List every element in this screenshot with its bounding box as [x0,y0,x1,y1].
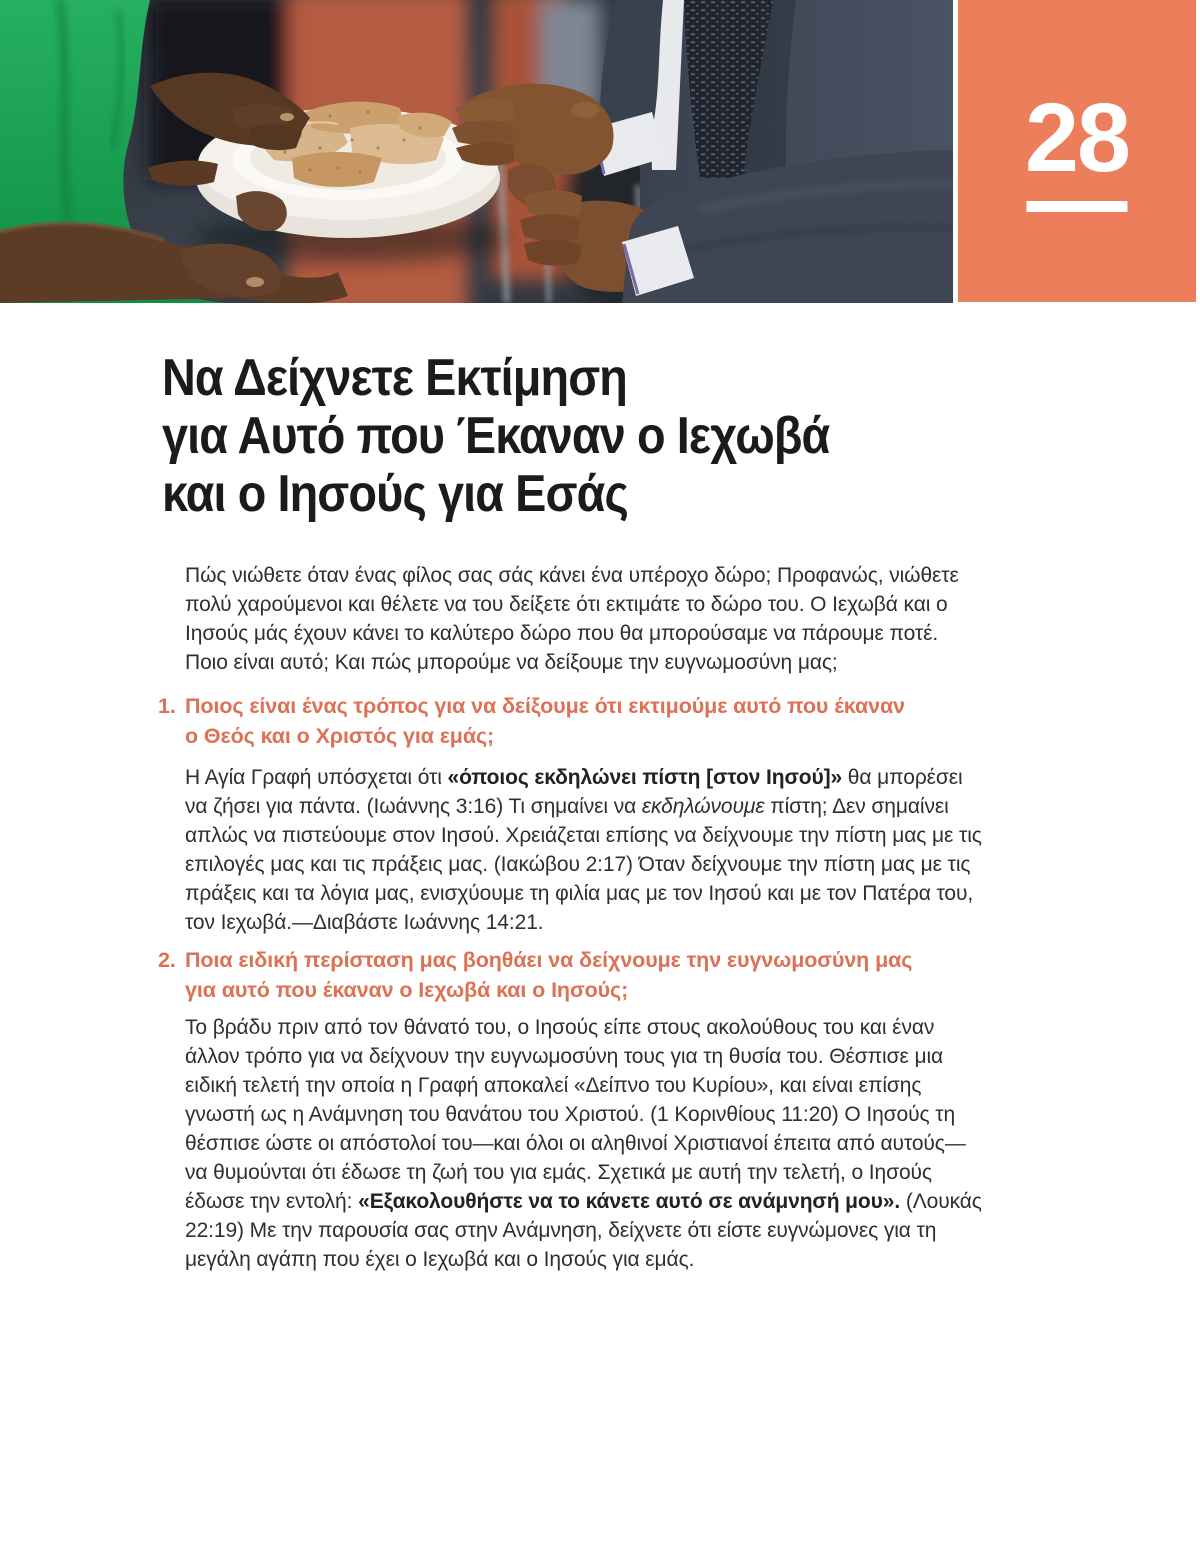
study-question-1 [158,691,1018,751]
intro-paragraph: Πώς νιώθετε όταν ένας φίλος σας σάς κάνει ένα υπέροχο δώρο; Προφανώς, νιώθετε πολύ χαρούμενοι και θέλετε να του δείξετε ότι εκτιμάτε το δώρο του. Ο Ιεχωβά και ο Ιησούς μάς έχουν κάνει το καλύτερο δώρο που θα μπορούσαμε να πάρουμε ποτέ. Ποιο είναι αυτό; Και πώς μπορούμε να δείξουμε την ευγνωμοσύνη μας; [185,564,959,674]
paragraph-1: Η Αγία Γραφή υπόσχεται ότι «όποιος εκδηλώνει πίστη [στον Ιησού]» θα μπορέσει να ζήσει για πάντα. (Ιωάννης 3:16) Τι σημαίνει να εκδηλώνουμε πίστη; Δεν σημαίνει απλώς να πιστεύουμε στον Ιησού. Χρειάζεται επίσης να δείχνουμε την πίστη μας με τις επιλογές μας και τις πράξεις μας. (Ιακώβου 2:17) Όταν δείχνουμε την πίστη μας με τις πράξεις και τα λόγια μας, ενισχύουμε τη φιλία μας με τον Ιησού και με τον Πατέρα του, τον Ιεχωβά.—Διαβάστε Ιωάννης 14:21. [185,766,982,934]
question-number: 1. [158,694,176,718]
question-text: Ποια ειδική περίσταση μας βοηθάει να δείχνουμε την ευγνωμοσύνη μας για αυτό που έκαναν ο Ιεχωβά και ο Ιησούς; [185,948,913,1002]
article-content [158,303,1018,1274]
chapter-number-underline [1027,201,1128,212]
man-upper-hand [452,84,614,175]
study-question-2 [158,945,1018,1005]
memorial-emblems-photo [0,0,953,303]
chapter-number-badge [958,0,1196,302]
article-title: Να Δείχνετε Εκτίμηση για Αυτό που Έκαναν ο Ιεχωβά και ο Ιησούς για Εσάς [162,349,830,523]
paragraph-2: Το βράδυ πριν από τον θάνατό του, ο Ιησούς είπε στους ακολούθους του και έναν άλλον τρόπο για να δείχνουν την ευγνωμοσύνη τους για τη θυσία του. Θέσπισε μια ειδική τελετή την οποία η Γραφή αποκαλεί «Δείπνο του Κυρίου», και είναι επίσης γνωστή ως η Ανάμνηση του θανάτου του Χριστού. (1 Κορινθίους 11:20) Ο Ιησούς τη θέσπισε ώστε οι απόστολοί του—και όλοι οι αληθινοί Χριστιανοί έπειτα από αυτούς—να θυμούνται ότι έδωσε τη ζωή του για εμάς. Σχετικά με αυτή την τελετή, ο Ιησούς έδωσε την εντολή: «Εξακολουθήστε να το κάνετε αυτό σε ανάμνησή μου». (Λουκάς 22:19) Με την παρουσία σας στην Ανάμνηση, δείχνετε ότι είστε ευγνώμονες για τη μεγάλη αγάπη που έχει ο Ιεχωβά και ο Ιησούς για εμάς. [185,1016,982,1271]
question-number: 2. [158,948,176,972]
question-text: Ποιος είναι ένας τρόπος για να δείξουμε ότι εκτιμούμε αυτό που έκαναν ο Θεός και ο Χριστός για εμάς; [185,694,905,748]
chapter-number: 28 [1025,83,1129,192]
